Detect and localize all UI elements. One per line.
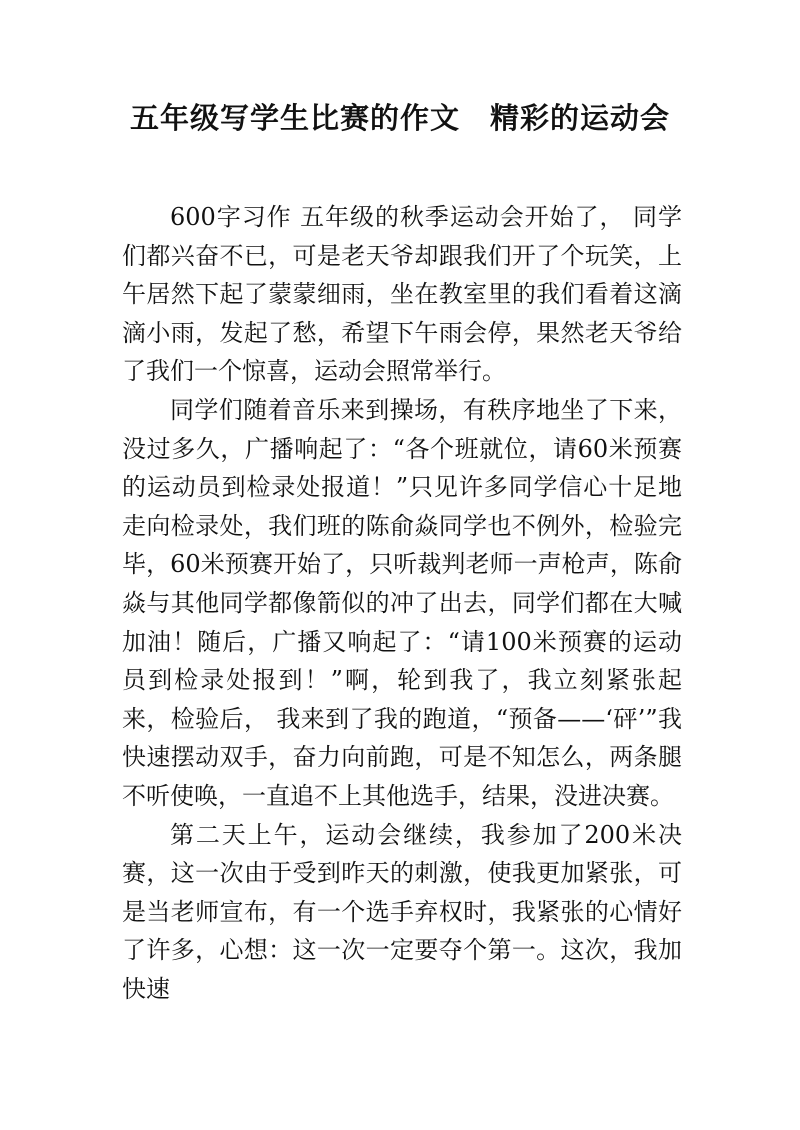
paragraph: 第二天上午，运动会继续，我参加了200米决赛，这一次由于受到昨天的刺激，使我更加紧张，可是当老师宣布，有一个选手弃权时，我紧张的心情好了许多，心想：这一次一定要夺个第一。这次，我加快速	[122, 820, 682, 1003]
document-title: 五年级写学生比赛的作文 精彩的运动会	[129, 101, 670, 135]
paragraph: 600字习作 五年级的秋季运动会开始了， 同学们都兴奋不已，可是老天爷却跟我们开了个玩笑，上午居然下起了蒙蒙细雨，坐在教室里的我们看着这滴滴小雨，发起了愁，希望下午雨会停，果然老天爷给了我们一个惊喜，运动会照常举行。	[122, 203, 682, 386]
paragraph: 同学们随着音乐来到操场，有秩序地坐了下来，没过多久，广播响起了：“各个班就位，请60米预赛的运动员到检录处报道！”只见许多同学信心十足地走向检录处，我们班的陈俞焱同学也不例外，检验完毕，60米预赛开始了，只听裁判老师一声枪声，陈俞焱与其他同学都像箭似的冲了出去，同学们都在大喊加油！随后，广播又响起了：“请100米预赛的运动员到检录处报到！”啊，轮到我了，我立刻紧张起来，检验后， 我来到了我的跑道，“预备——‘砰’”我快速摆动双手，奋力向前跑，可是不知怎么，两条腿不听使唤，一直追不上其他选手，结果，没进决赛。	[122, 395, 682, 810]
document-body	[122, 198, 682, 1008]
